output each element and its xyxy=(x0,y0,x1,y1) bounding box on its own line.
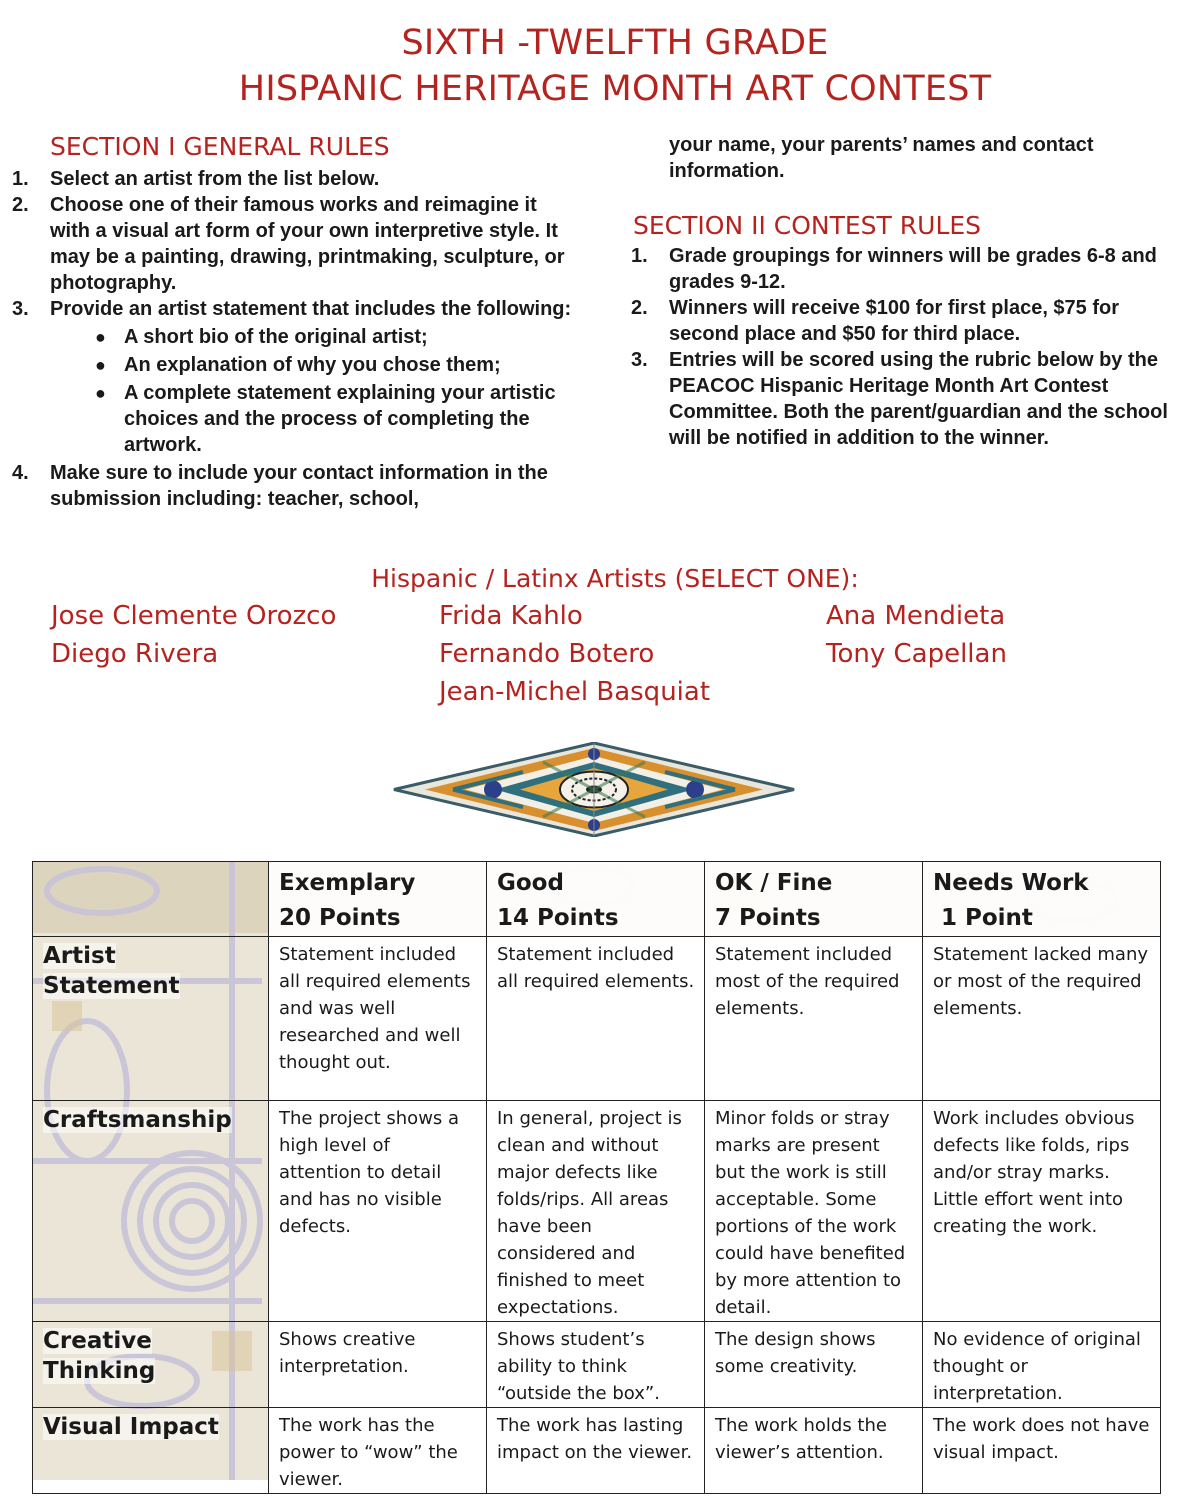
section-1-rules xyxy=(12,166,572,512)
rubric-row-label xyxy=(33,1322,269,1408)
artist-kahlo: Frida Kahlo xyxy=(439,601,583,631)
rubric-col-ok xyxy=(705,862,923,937)
rule-2-text: Choose one of their famous works and reimagine it with a visual art form of your own interpretive style. It may be a painting, drawing, printmaking, sculpture, or photography. xyxy=(50,194,565,294)
contest-rule-1 xyxy=(631,243,1176,295)
rubric-cell: Shows student’s ability to think “outside the box”. xyxy=(487,1322,705,1408)
rubric-col-points: 7 Points xyxy=(715,905,821,931)
rubric-cell: The work does not have visual impact. xyxy=(923,1408,1161,1494)
bullet-icon: ● xyxy=(95,327,106,347)
rubric-col-points: 14 Points xyxy=(497,905,619,931)
artist-orozco: Jose Clemente Orozco xyxy=(51,601,337,631)
bullet-text-2: An explanation of why you chose them; xyxy=(124,354,501,376)
rubric-cell: Statement included all required elements. xyxy=(487,937,705,1101)
rubric-cell: The design shows some creativity. xyxy=(705,1322,923,1408)
rubric-header-row xyxy=(33,862,1161,937)
rubric-cell: The work has the power to “wow” the viewer. xyxy=(269,1408,487,1494)
contest-rule-3-number: 3. xyxy=(631,349,648,371)
rule-3-number: 3. xyxy=(12,298,29,320)
rubric-row-label xyxy=(33,1408,269,1494)
rubric-row-label-text: Artist Statement xyxy=(43,943,180,999)
rubric-col-exemplary xyxy=(269,862,487,937)
rubric-row-label xyxy=(33,1101,269,1322)
rubric-col-points: 1 Point xyxy=(933,905,1033,931)
rule-4-number: 4. xyxy=(12,462,29,484)
bullet-text-3: A complete statement explaining your artistic choices and the process of completing the artwork. xyxy=(124,382,556,456)
rubric-col-needs-work xyxy=(923,862,1161,937)
contest-rule-2-number: 2. xyxy=(631,297,648,319)
contest-rule-1-number: 1. xyxy=(631,245,648,267)
rubric-corner-cell xyxy=(33,862,269,937)
artist-mendieta: Ana Mendieta xyxy=(826,601,1006,631)
rule-4 xyxy=(12,460,572,512)
rubric-row-label-text: Visual Impact xyxy=(43,1414,219,1440)
rubric-row-label-text: Craftsmanship xyxy=(43,1107,232,1133)
decorative-tile-image xyxy=(393,742,795,837)
bullet-icon: ● xyxy=(95,383,106,403)
artist-capellan: Tony Capellan xyxy=(826,639,1007,669)
artist-rivera: Diego Rivera xyxy=(51,639,219,669)
rubric-row-label xyxy=(33,937,269,1101)
rubric-row-label-text: Creative Thinking xyxy=(43,1328,156,1384)
bullet-item-1 xyxy=(50,324,572,350)
rule-2 xyxy=(12,192,572,296)
rubric-row-creative-thinking xyxy=(33,1322,1161,1408)
artist-botero: Fernando Botero xyxy=(439,639,655,669)
section-2-heading: SECTION II CONTEST RULES xyxy=(633,211,982,240)
rubric-cell: Shows creative interpretation. xyxy=(269,1322,487,1408)
rubric-cell: Statement lacked many or most of the required elements. xyxy=(923,937,1161,1101)
rubric-col-name: Good xyxy=(497,870,564,896)
rubric-cell: The work has lasting impact on the viewer. xyxy=(487,1408,705,1494)
rule-1-number: 1. xyxy=(12,168,29,190)
rubric-cell: Minor folds or stray marks are present but the work is still acceptable. Some portions of the work could have benefited by more attention to detail. xyxy=(705,1101,923,1322)
rubric-col-name: OK / Fine xyxy=(715,870,833,896)
bullet-item-2 xyxy=(50,352,572,378)
bullet-text-1: A short bio of the original artist; xyxy=(124,326,428,348)
rule-1 xyxy=(12,166,572,192)
bullet-item-3 xyxy=(50,380,572,458)
contest-rule-3-text: Entries will be scored using the rubric below by the PEACOC Hispanic Heritage Month Art Contest Committee. Both the parent/guardian and the school will be notified in addition to the winner. xyxy=(669,349,1168,449)
artists-heading: Hispanic / Latinx Artists (SELECT ONE): xyxy=(371,564,859,593)
rubric-col-good xyxy=(487,862,705,937)
rule-2-number: 2. xyxy=(12,194,29,216)
rubric-row-artist-statement xyxy=(33,937,1161,1101)
rubric-col-points: 20 Points xyxy=(279,905,401,931)
contest-rule-1-text: Grade groupings for winners will be grades 6-8 and grades 9-12. xyxy=(669,245,1157,293)
artist-basquiat: Jean-Michel Basquiat xyxy=(439,677,711,707)
rubric-row-visual-impact xyxy=(33,1408,1161,1494)
contest-rule-2 xyxy=(631,295,1176,347)
rubric-cell: No evidence of original thought or interpretation. xyxy=(923,1322,1161,1408)
page-title xyxy=(0,20,1200,112)
title-line-2: HISPANIC HERITAGE MONTH ART CONTEST xyxy=(238,69,992,109)
rubric-col-name: Exemplary xyxy=(279,870,416,896)
rubric-cell: The project shows a high level of attention to detail and has no visible defects. xyxy=(269,1101,487,1322)
rubric-table xyxy=(32,861,1161,1494)
rule-3 xyxy=(12,296,572,458)
rubric-col-name: Needs Work xyxy=(933,870,1089,896)
rubric-row-craftsmanship xyxy=(33,1101,1161,1322)
rubric-cell: Work includes obvious defects like folds, rips and/or stray marks. Little effort went into creating the work. xyxy=(923,1101,1161,1322)
rubric-cell: The work holds the viewer’s attention. xyxy=(705,1408,923,1494)
title-line-1: SIXTH -TWELFTH GRADE xyxy=(401,23,829,63)
rule-4-text: Make sure to include your contact information in the submission including: teacher, school, xyxy=(50,462,548,510)
rule-4-continuation: your name, your parents’ names and contact information. xyxy=(669,134,1094,182)
section-2-rules xyxy=(631,243,1176,451)
contest-rule-3 xyxy=(631,347,1176,451)
bullet-icon: ● xyxy=(95,355,106,375)
rubric xyxy=(32,861,1160,1490)
rubric-cell: Statement included all required elements and was well researched and well thought out. xyxy=(269,937,487,1101)
rubric-cell: In general, project is clean and without major defects like folds/rips. All areas have been considered and finished to meet expectations. xyxy=(487,1101,705,1322)
contest-rule-2-text: Winners will receive $100 for first place, $75 for second place and $50 for third place. xyxy=(669,297,1120,345)
section-1-heading: SECTION I GENERAL RULES xyxy=(50,132,390,161)
rubric-cell: Statement included most of the required elements. xyxy=(705,937,923,1101)
rule-1-text: Select an artist from the list below. xyxy=(50,168,380,190)
rule-3-text: Provide an artist statement that includes the following: xyxy=(50,298,572,320)
